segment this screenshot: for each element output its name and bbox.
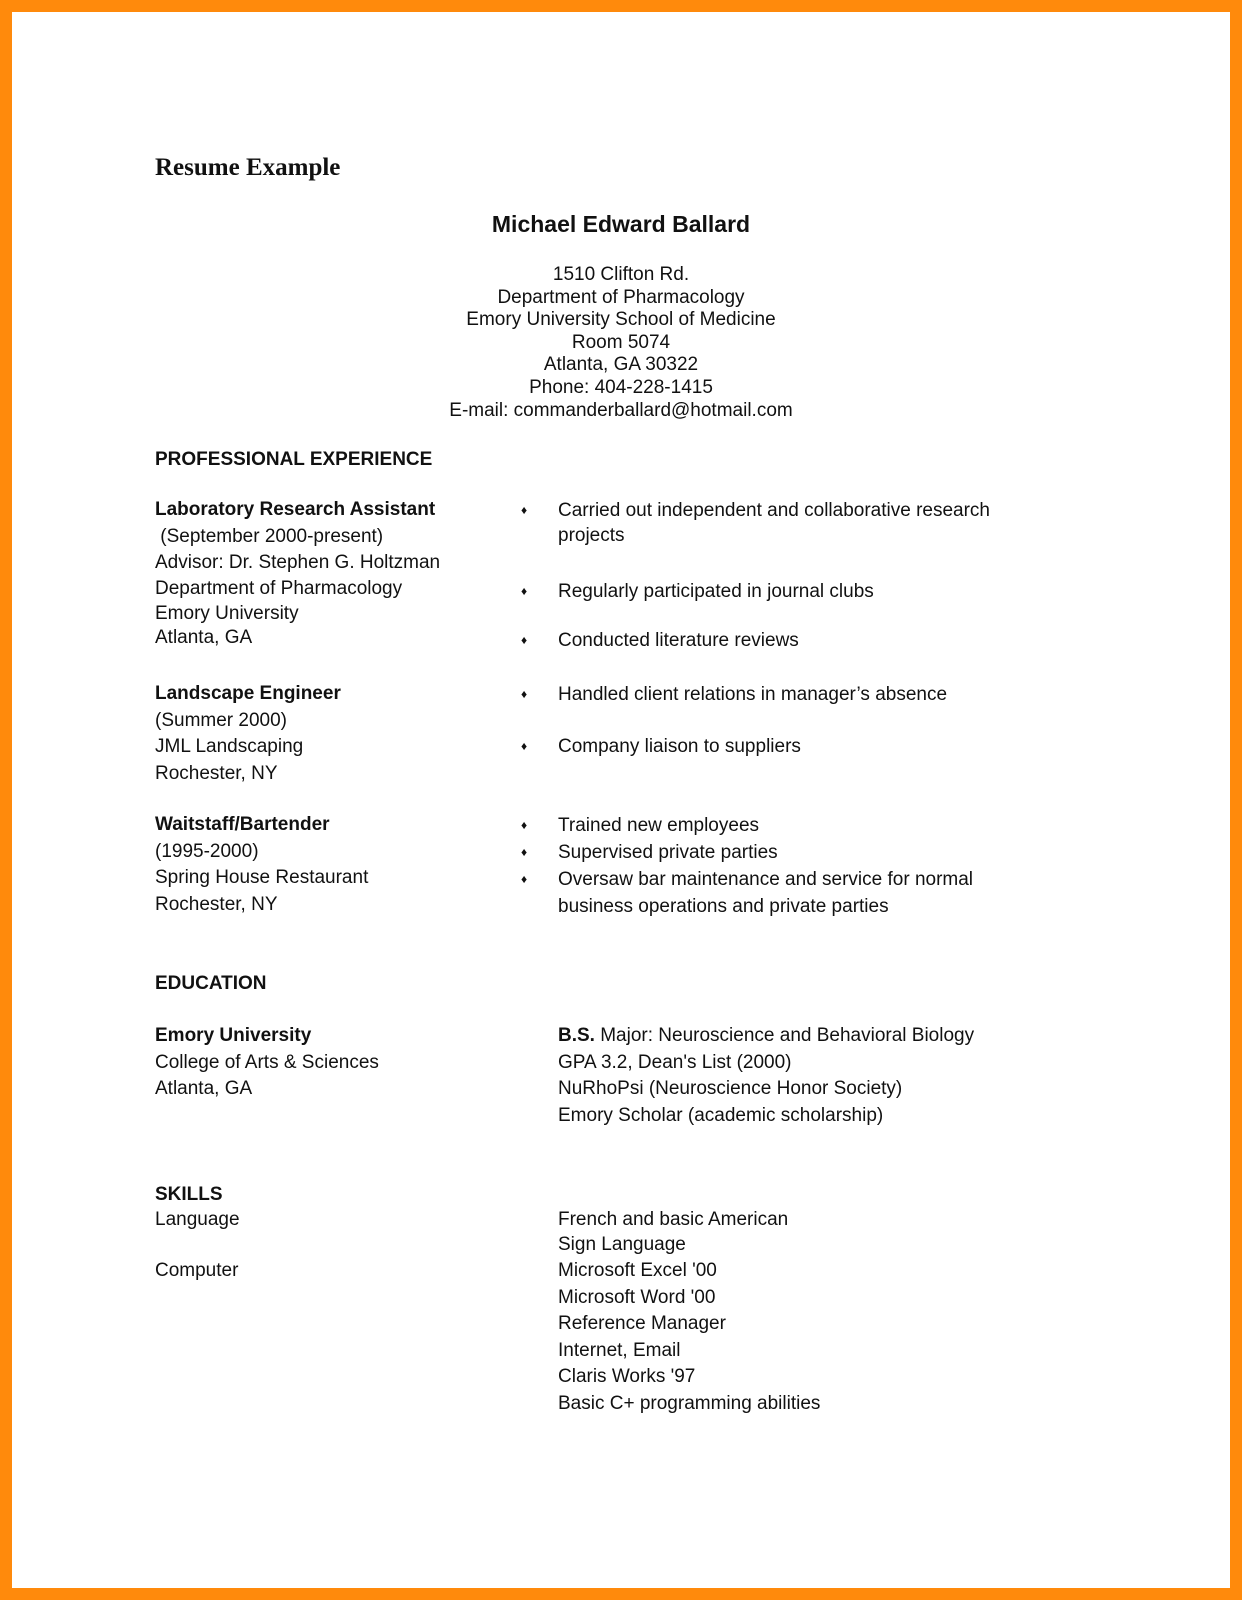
bullet-icon: ♦ xyxy=(521,687,528,701)
skill-item: Sign Language xyxy=(558,1234,686,1255)
page-title: Resume Example xyxy=(155,154,341,181)
job-1-location xyxy=(155,577,402,651)
skill-item: Claris Works '97 xyxy=(558,1366,696,1387)
bullet-text: Trained new employees xyxy=(558,815,760,836)
job-advisor: Advisor: Dr. Stephen G. Holtzman xyxy=(155,552,441,573)
bullet-icon: ♦ xyxy=(521,633,528,647)
job-location: Atlanta, GA xyxy=(155,627,253,648)
candidate-name: Michael Edward Ballard xyxy=(491,211,751,237)
job-2-info xyxy=(155,681,341,787)
skill-item: Basic C+ programming abilities xyxy=(558,1392,821,1414)
skill-item: Microsoft Word '00 xyxy=(558,1286,716,1308)
job-location: Rochester, NY xyxy=(155,762,278,784)
honor-society: NuRhoPsi (Neuroscience Honor Society) xyxy=(558,1078,903,1099)
bullet-text: Regularly participated in journal clubs xyxy=(558,581,874,602)
job-3-info xyxy=(155,812,368,918)
job-dates: (1995-2000) xyxy=(155,840,259,862)
job-title: Landscape Engineer xyxy=(155,683,341,704)
contact-phone: Phone: 404-228-1415 xyxy=(529,376,713,398)
scholarship: Emory Scholar (academic scholarship) xyxy=(558,1104,884,1126)
major: Major: Neuroscience and Behavioral Biology xyxy=(594,1025,975,1046)
bullet-text: Conducted literature reviews xyxy=(558,630,799,651)
bullet-text: Company liaison to suppliers xyxy=(558,736,801,757)
job-org: Emory University xyxy=(155,602,299,624)
skill-item: Microsoft Excel '00 xyxy=(558,1260,717,1281)
bullet-icon: ♦ xyxy=(521,845,528,859)
school-location: Atlanta, GA xyxy=(155,1078,253,1099)
job-title: Waitstaff/Bartender xyxy=(155,814,330,835)
bullet-text: business operations and private parties xyxy=(558,896,889,917)
skill-item: Reference Manager xyxy=(558,1313,726,1334)
bullet-text: Handled client relations in manager’s absence xyxy=(558,684,948,705)
contact-room: Room 5074 xyxy=(571,331,671,353)
contact-department: Department of Pharmacology xyxy=(497,286,745,308)
education-heading: EDUCATION xyxy=(155,973,267,994)
contact-city: Atlanta, GA 30322 xyxy=(543,354,699,376)
bullet-icon: ♦ xyxy=(521,872,528,886)
job-dept: Department of Pharmacology xyxy=(155,578,403,599)
resume-page xyxy=(12,12,1230,1588)
degree: B.S. xyxy=(558,1025,595,1046)
contact-street: 1510 Clifton Rd. xyxy=(552,264,690,285)
skills-computer-label: Computer xyxy=(155,1260,239,1281)
school-college: College of Arts & Sciences xyxy=(155,1051,379,1073)
experience-heading: PROFESSIONAL EXPERIENCE xyxy=(155,449,433,470)
skill-item: Internet, Email xyxy=(558,1339,681,1361)
bullet-icon: ♦ xyxy=(521,818,528,832)
skills-computer-list xyxy=(558,1258,820,1417)
bullet-text: Carried out independent and collaborative research xyxy=(558,500,990,521)
bullet-text: Oversaw bar maintenance and service for normal xyxy=(558,869,974,890)
bullet-icon: ♦ xyxy=(521,584,528,598)
skills-language-list xyxy=(558,1207,788,1257)
contact-email: E-mail: commanderballard@hotmail.com xyxy=(449,399,793,421)
bullet-icon: ♦ xyxy=(521,739,528,753)
education-degree-info xyxy=(558,1023,974,1129)
job-title: Laboratory Research Assistant xyxy=(155,499,436,520)
skills-heading: SKILLS xyxy=(155,1184,223,1205)
education-school-info xyxy=(155,1023,379,1103)
contact-school: Emory University School of Medicine xyxy=(466,309,776,331)
school-name: Emory University xyxy=(155,1025,312,1046)
gpa: GPA 3.2, Dean's List (2000) xyxy=(558,1051,792,1073)
skill-item: French and basic American xyxy=(558,1209,789,1230)
contact-block xyxy=(12,264,1230,422)
job-org: JML Landscaping xyxy=(155,736,304,757)
job-location: Rochester, NY xyxy=(155,893,278,915)
job-dates: (Summer 2000) xyxy=(155,709,287,731)
bullet-icon: ♦ xyxy=(521,503,528,517)
bullet-text: Supervised private parties xyxy=(558,842,778,863)
job-org: Spring House Restaurant xyxy=(155,867,369,888)
job-1-info xyxy=(155,497,440,577)
degree-line xyxy=(558,1023,974,1050)
job-dates: (September 2000-present) xyxy=(155,525,384,547)
skills-language-label: Language xyxy=(155,1209,240,1230)
bullet-text: projects xyxy=(558,525,625,546)
